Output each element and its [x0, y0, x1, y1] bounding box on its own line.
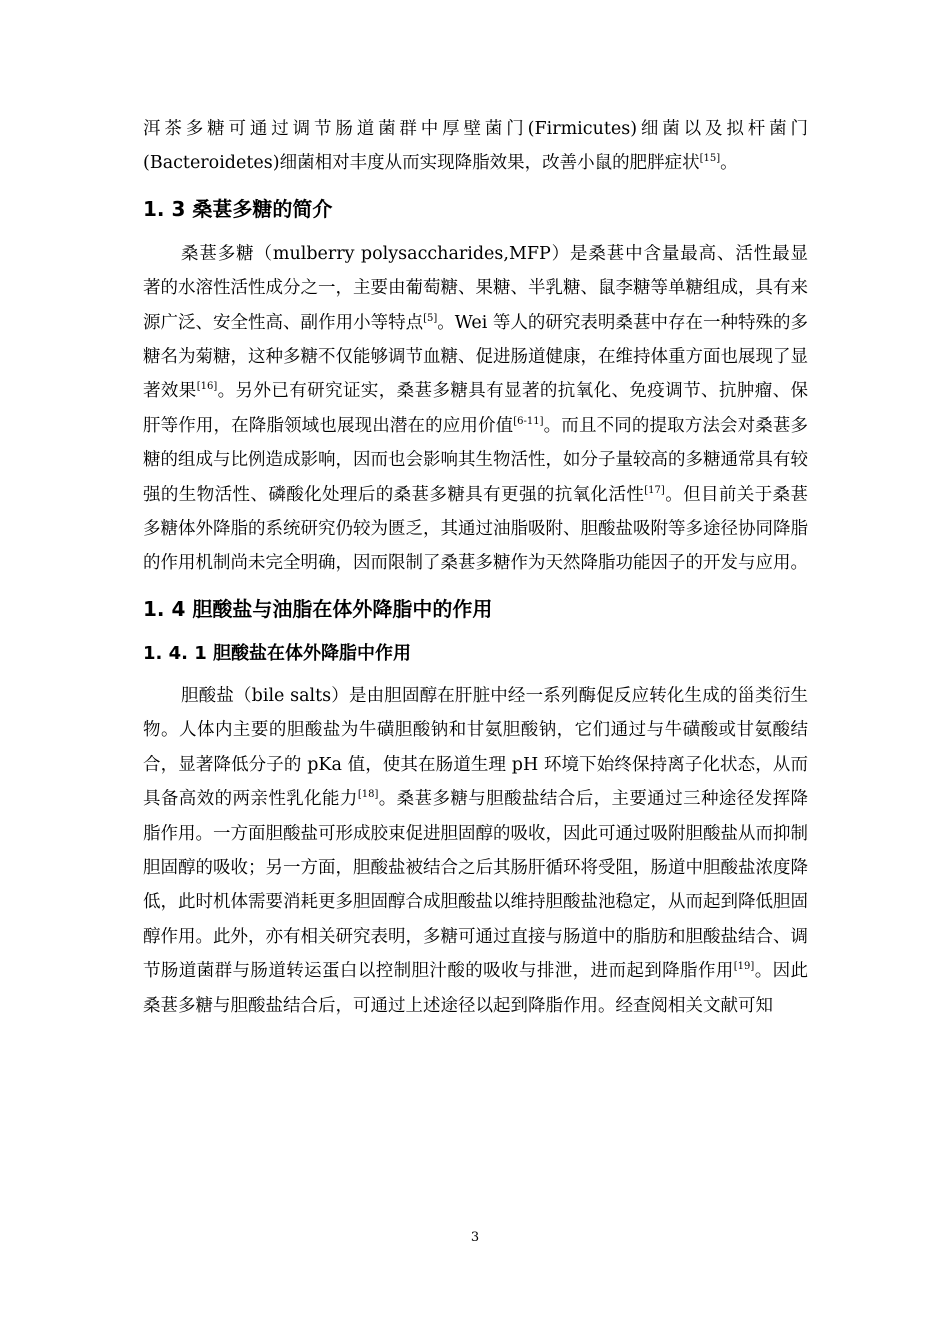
intro-text: 洱茶多糖可通过调节肠道菌群中厚壁菌门(Firmicutes)细菌以及拟杆菌门(Bacteroidetes)细菌相对丰度从而实现降脂效果，改善小鼠的肥胖症状	[143, 119, 808, 174]
citation-16: [16]	[196, 381, 218, 393]
section-heading-1-4-1: 1. 4. 1 胆酸盐在体外降脂中作用	[143, 642, 412, 664]
citation-18: [18]	[357, 789, 379, 801]
citation-6-11: [6-11]	[513, 416, 544, 428]
citation-17: [17]	[644, 484, 665, 496]
text-run: 。桑葚多糖与胆酸盐结合后，主要通过三种途径发挥降脂作用。一方面胆酸盐可形成胶束促进胆固醇的吸收，因此可通过吸附胆酸盐从而抑制胆固醇的吸收；另一方面，胆酸盐被结合之后其肠肝循环将受阻，肠道中胆酸盐浓度降低，此时机体需要消耗更多胆固醇合成胆酸盐以维持胆酸盐池稳定，从而起到降低胆固醇作用。此外，亦有相关研究表明，多糖可通过直接与肠道中的脂肪和胆酸盐结合、调节肠道菌群与肠道转运蛋白以控制胆汁酸的吸收与排泄，进而起到降脂作用	[143, 789, 809, 982]
citation-5: [5]	[423, 312, 438, 324]
text-run: 。但目前关于桑葚多糖体外降脂的系统研究仍较为匮乏，其通过油脂吸附、胆酸盐吸附等多途径协同降脂的作用机制尚未完全明确，因而限制了桑葚多糖作为天然降脂功能因子的开发与应用。	[143, 484, 809, 574]
page-number: 3	[470, 1230, 480, 1245]
text-run: 。Wei 等人的研究表明桑葚中存在一种特殊的多糖名为菊糖，这种多糖不仅能够调节血糖、促进肠道健康，在维持体重方面也展现了显著效果	[143, 312, 809, 402]
intro-paragraph	[143, 112, 808, 181]
citation-15: [15]	[699, 153, 721, 165]
text-run: 。而且不同的提取方法会对桑葚多糖的组成与比例造成影响，因而也会影响其生物活性，如分子量较高的多糖通常具有较强的生物活性、磷酸化处理后的桑葚多糖具有更强的抗氧化活性	[143, 415, 809, 505]
text-run: 桑葚多糖（mulberry polysaccharides,MFP）是桑葚中含量最高、活性最显著的水溶性活性成分之一，主要由葡萄糖、果糖、半乳糖、鼠李糖等单糖组成，具有来源广泛、安全性高、副作用小等特点	[143, 243, 808, 333]
text-run: 。另外已有研究证实，桑葚多糖具有显著的抗氧化、免疫调节、抗肿瘤、保肝等作用，在降脂领域也展现出潜在的应用价值	[143, 381, 809, 436]
text-run: 胆酸盐（bile salts）是由胆固醇在肝脏中经一系列酶促反应转化生成的甾类衍生物。人体内主要的胆酸盐为牛磺胆酸钠和甘氨胆酸钠，它们通过与牛磺酸或甘氨酸结合，显著降低分子的 pKa 值，使其在肠道生理 pH 环境下始终保持离子化状态，从而具备高效的两亲性乳化能力	[143, 685, 808, 810]
page-content	[143, 112, 808, 1023]
section-heading-1-3: 1. 3 桑葚多糖的简介	[143, 196, 333, 221]
citation-19: [19]	[733, 961, 755, 973]
intro-text-end: 。	[720, 153, 738, 174]
section-1-4-1-paragraph	[143, 679, 808, 1023]
section-heading-1-4: 1. 4 胆酸盐与油脂在体外降脂中的作用	[143, 596, 493, 621]
text-run: 。因此桑葚多糖与胆酸盐结合后，可通过上述途径以起到降脂作用。经查阅相关文献可知	[143, 961, 809, 1016]
section-1-3-paragraph	[143, 237, 808, 581]
